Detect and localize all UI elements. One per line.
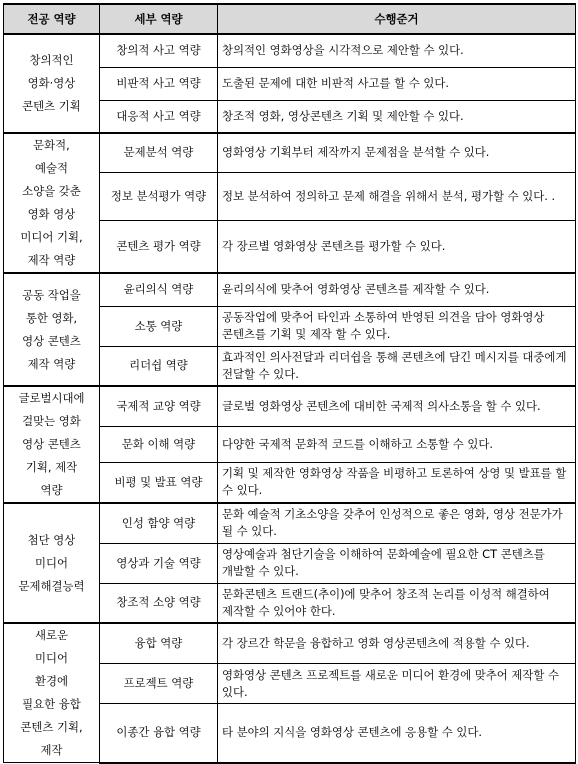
table-row	[4, 133, 576, 172]
table-row	[4, 386, 576, 427]
criteria-cell: 영화영상 콘텐츠 프로젝트를 새로운 미디어 환경에 맞추어 제작할 수 있다.	[218, 663, 576, 703]
detail-competency-cell: 리더쉽 역량	[100, 346, 218, 386]
competency-cell: 창의적인 영화·영상 콘텐츠 기획	[4, 34, 100, 133]
detail-competency-cell: 창의적 사고 역량	[100, 34, 218, 67]
detail-competency-cell: 영상과 기술 역량	[100, 543, 218, 583]
detail-competency-cell: 정보 분석평가 역량	[100, 172, 218, 220]
criteria-cell: 정보 분석하여 정의하고 문제 해결을 위해서 분석, 평가할 수 있다. .	[218, 172, 576, 220]
detail-competency-cell: 비평 및 발표 역량	[100, 462, 218, 503]
competency-cell: 글로벌시대에 걸맞는 영화 영상 콘텐츠 기획, 제작 역량	[4, 386, 100, 503]
criteria-cell: 창의적인 영화영상을 시각적으로 제안할 수 있다.	[218, 34, 576, 67]
detail-competency-cell: 창조적 소양 역량	[100, 583, 218, 623]
detail-competency-cell: 프로젝트 역량	[100, 663, 218, 703]
detail-competency-cell: 비판적 사고 역량	[100, 67, 218, 100]
detail-competency-cell: 융합 역량	[100, 623, 218, 663]
criteria-cell: 영상예술과 첨단기술을 이해하여 문화예술에 필요한 CT 콘텐츠를 개발할 수 있다.	[218, 543, 576, 583]
criteria-cell: 공동작업에 맞추어 타인과 소통하여 반영된 의견을 담아 영화영상 콘텐츠를 기획 및 제작 할 수 있다.	[218, 306, 576, 346]
header-detail: 세부 역량	[100, 4, 218, 34]
criteria-cell: 문화콘텐츠 트랜드(추이)에 맞추어 창조적 논리를 이성적 해결하여 제작할 수 있어야 한다.	[218, 583, 576, 623]
criteria-cell: 영화영상 기획부터 제작까지 문제점을 분석할 수 있다.	[218, 133, 576, 172]
criteria-cell: 타 분야의 지식을 영화영상 콘텐츠에 응용할 수 있다.	[218, 704, 576, 763]
criteria-cell: 창조적 영화, 영상콘텐츠 기획 및 제안할 수 있다.	[218, 100, 576, 133]
criteria-cell: 다양한 국제적 문화적 코드를 이해하고 소통할 수 있다.	[218, 427, 576, 463]
table-body	[4, 34, 576, 763]
table-row	[4, 273, 576, 306]
criteria-cell: 도출된 문제에 대한 비판적 사고를 할 수 있다.	[218, 67, 576, 100]
detail-competency-cell: 콘텐츠 평가 역량	[100, 220, 218, 273]
criteria-cell: 기획 및 제작한 영화영상 작품을 비평하고 토론하여 상영 및 발표를 할 수 있다.	[218, 462, 576, 503]
detail-competency-cell: 국제적 교양 역량	[100, 386, 218, 427]
criteria-cell: 각 장르간 학문을 융합하고 영화 영상콘텐츠에 적용할 수 있다.	[218, 623, 576, 663]
competency-cell: 첨단 영상 미디어 문제해결능력	[4, 503, 100, 623]
competency-table	[3, 3, 576, 764]
table-row	[4, 623, 576, 663]
header-row	[4, 4, 576, 34]
detail-competency-cell: 인성 함양 역량	[100, 503, 218, 543]
criteria-cell: 윤리의식에 맞추어 영화영상 콘텐츠를 제작할 수 있다.	[218, 273, 576, 306]
detail-competency-cell: 윤리의식 역량	[100, 273, 218, 306]
criteria-cell: 각 장르별 영화영상 콘텐츠를 평가할 수 있다.	[218, 220, 576, 273]
detail-competency-cell: 문제분석 역량	[100, 133, 218, 172]
header-criteria: 수행준거	[218, 4, 576, 34]
criteria-cell: 글로벌 영화영상 콘텐츠에 대비한 국제적 의사소통을 할 수 있다.	[218, 386, 576, 427]
table-row	[4, 34, 576, 67]
criteria-cell: 문화 예술적 기초소양을 갖추어 인성적으로 좋은 영화, 영상 전문가가 될 수 있다.	[218, 503, 576, 543]
criteria-cell: 효과적인 의사전달과 리더쉽을 통해 콘텐츠에 담긴 메시지를 대중에게 전달할 수 있다.	[218, 346, 576, 386]
detail-competency-cell: 이종간 융합 역량	[100, 704, 218, 763]
competency-cell: 새로운 미디어 환경에 필요한 융합 콘텐츠 기획, 제작	[4, 623, 100, 763]
competency-cell: 공동 작업을 통한 영화, 영상 콘텐츠 제작 역량	[4, 273, 100, 386]
table-row	[4, 503, 576, 543]
detail-competency-cell: 대응적 사고 역량	[100, 100, 218, 133]
detail-competency-cell: 소통 역량	[100, 306, 218, 346]
detail-competency-cell: 문화 이해 역량	[100, 427, 218, 463]
competency-cell: 문화적, 예술적 소양을 갖춘 영화 영상 미디어 기획, 제작 역량	[4, 133, 100, 273]
header-competency: 전공 역량	[4, 4, 100, 34]
